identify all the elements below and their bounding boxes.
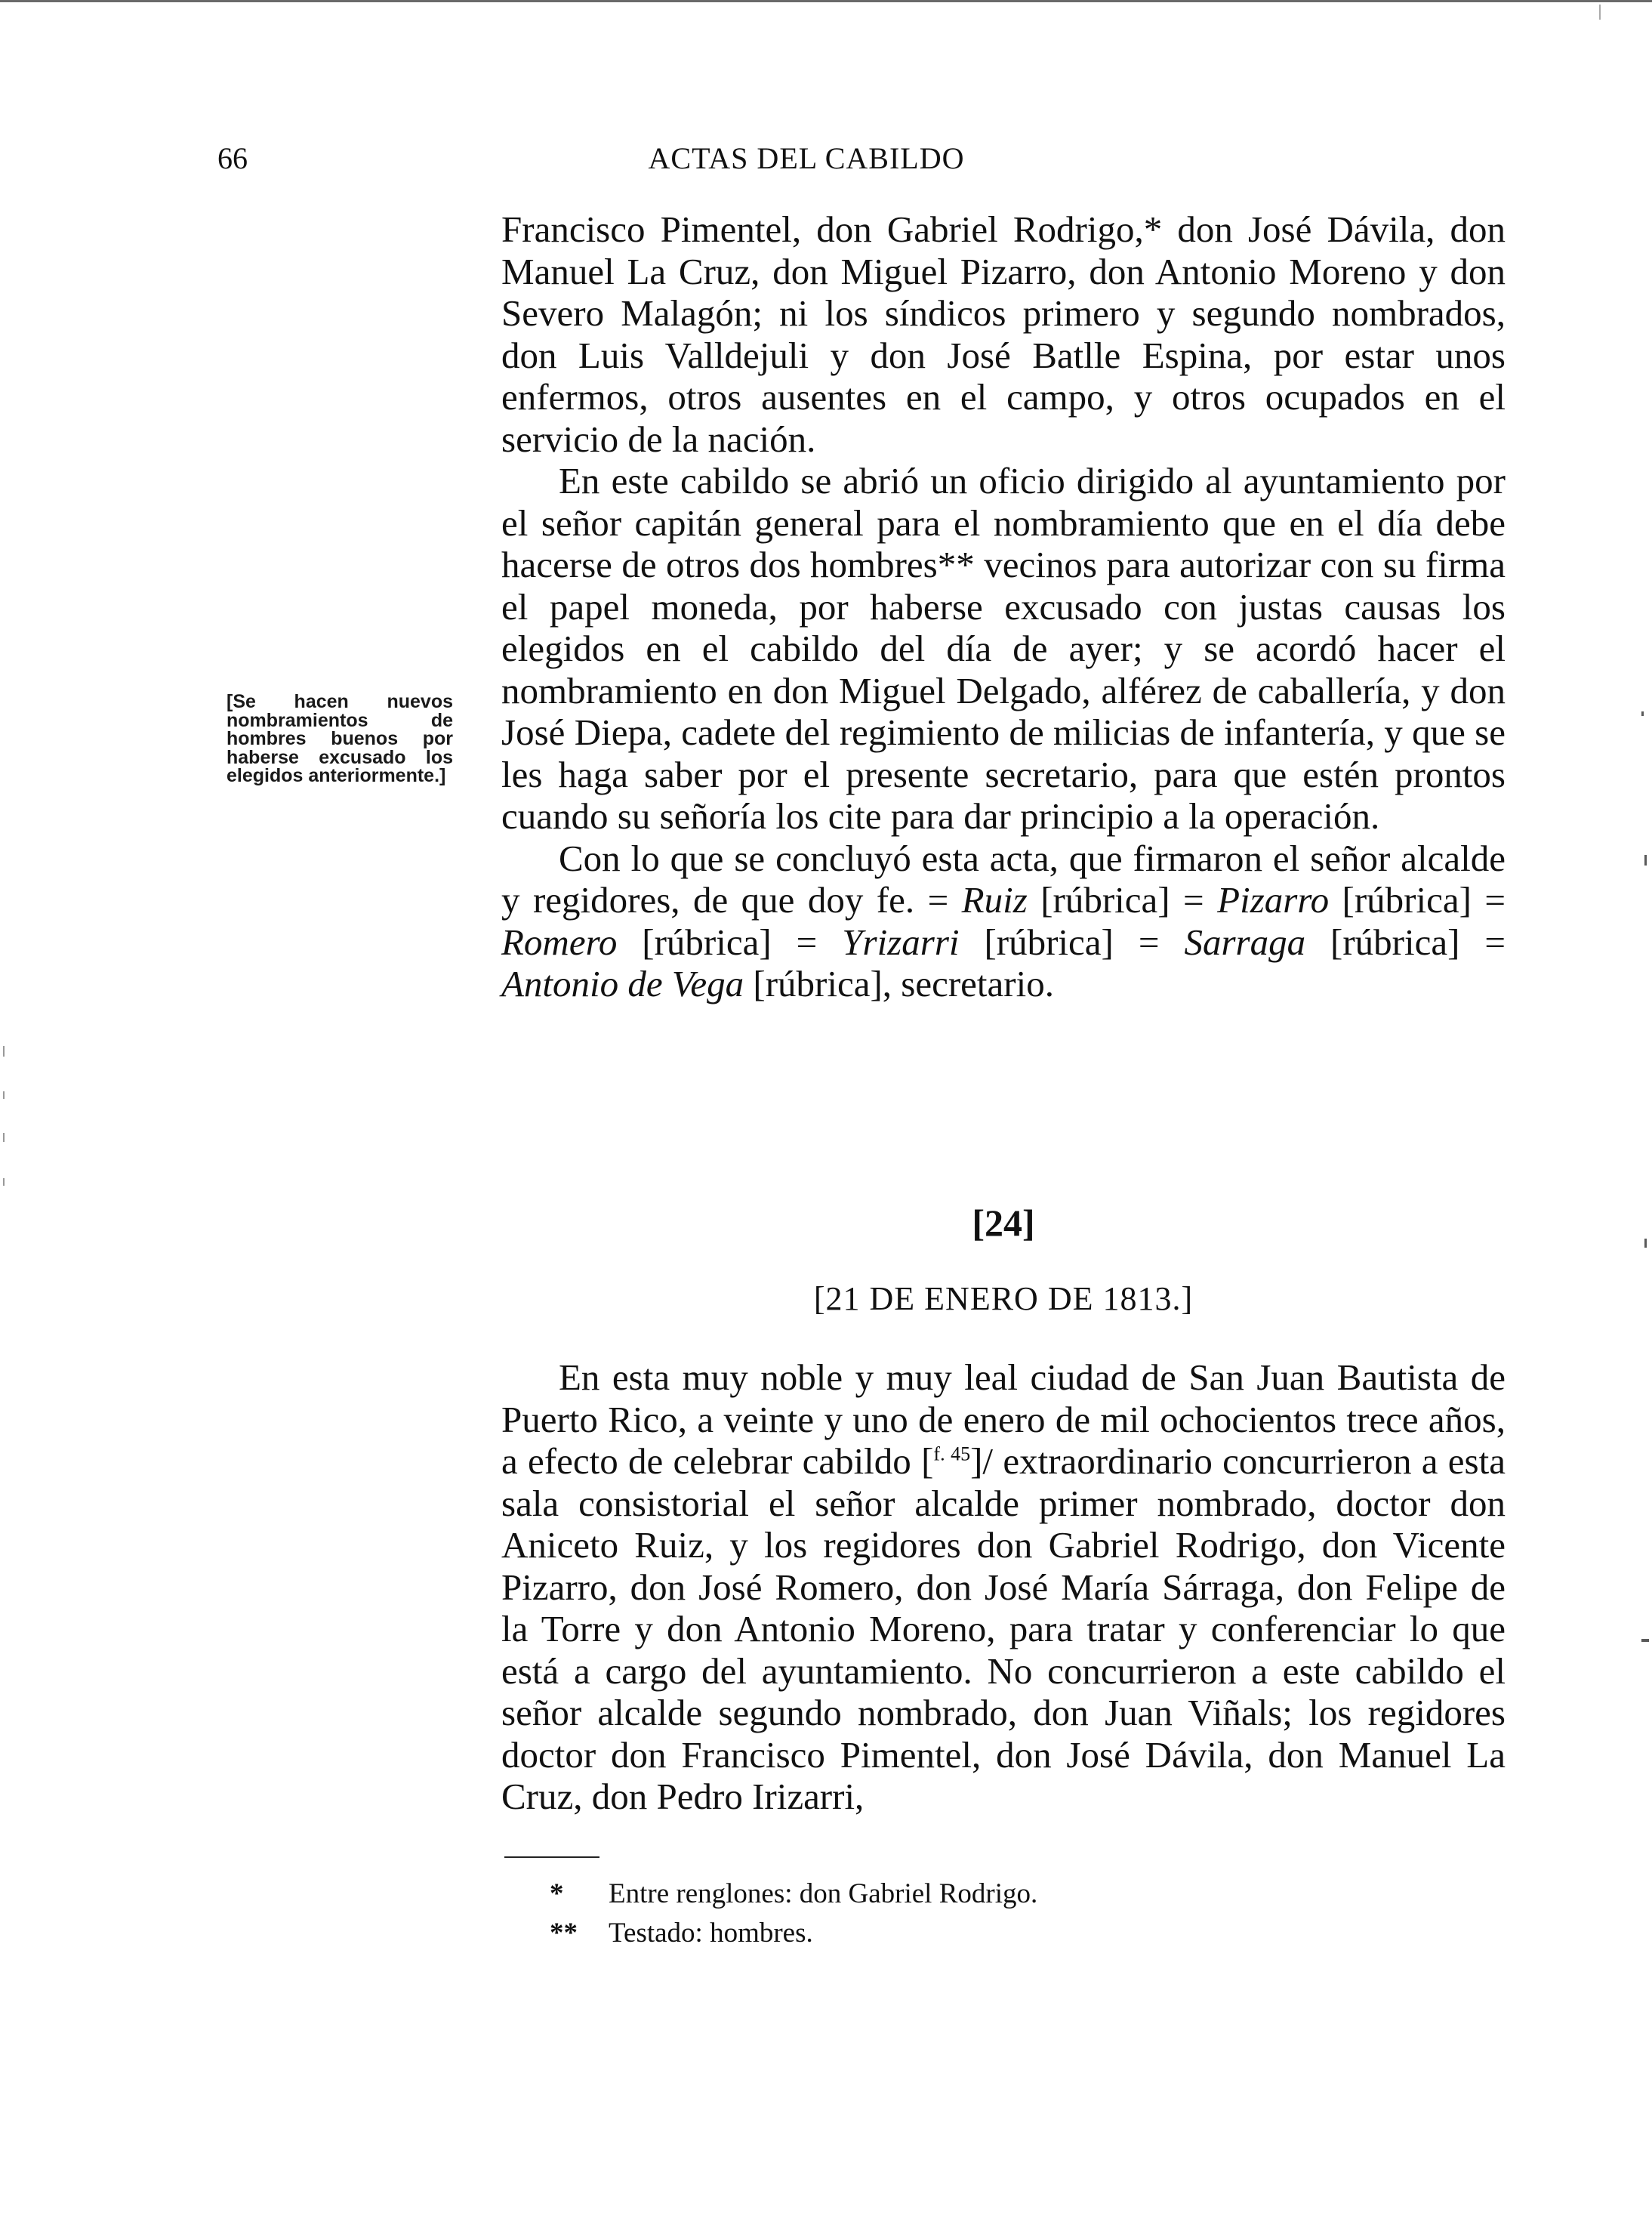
footnote-divider [504, 1856, 599, 1858]
text-block-previous-act [501, 208, 1506, 1005]
scan-speck [1641, 711, 1644, 716]
closing-text: Con lo que se concluyó esta acta, que firmaron el señor alcalde y regidores, de que doy fe. = [501, 837, 1506, 921]
rubrica-text: [rúbrica] = [1329, 879, 1506, 921]
opening-text: En esta muy noble y muy leal ciudad de San Juan Bautista de Puerto Rico, a veinte y uno de enero de mil ochocientos trece años, a efecto de celebrar cabildo [ [501, 1356, 1506, 1482]
rubrica-text: [rúbrica] = [1027, 879, 1218, 921]
page-number: 66 [217, 141, 248, 175]
signature-yrizarri: Yrizarri [842, 921, 960, 963]
running-title: ACTAS DEL CABILDO [648, 141, 965, 175]
signature-pizarro: Pizarro [1217, 879, 1330, 921]
scan-speck [1644, 1239, 1647, 1248]
paragraph-appointment: En este cabildo se abrió un oficio dirigido al ayuntamiento por el señor capitán general para el nombramiento que en el día debe hacerse de otros dos hombres** vecinos para autorizar con su firma el papel moneda, por haberse excusado con justas causas los elegidos en el cabildo del día de ayer; y se acordó hacer el nombramiento en don Miguel Delgado, alférez de caballería, y don José Diepa, cadete del regimiento de milicias de infantería, y que se les haga saber por el presente secretario, para que estén prontos cuando su señoría los cite para dar principio a la operación. [501, 460, 1506, 837]
scan-top-edge [0, 0, 1652, 2]
footnotes [550, 1875, 1037, 1953]
section-date: [21 DE ENERO DE 1813.] [813, 1280, 1194, 1317]
section-number: [24] [972, 1202, 1035, 1244]
scan-speck [1641, 1639, 1649, 1642]
scan-speck [3, 1133, 5, 1142]
attendance-text: ]/ extraordinario concurrieron a esta sala consistorial el señor alcalde primer nombrado, doctor don Aniceto Ruiz, y los regidores don Gabriel Rodrigo, don Vicente Pizarro, don José Romero, don José María Sárraga, don Felipe de la Torre y don Antonio Moreno, para tratar y conferenciar lo que está a cargo del ayuntamiento. No concurrieron a este cabildo el señor alcalde segundo nombrado, don Juan Viñals; los regidores doctor don Francisco Pimentel, don José Dávila, don Manuel La Cruz, don Pedro Irizarri, [501, 1440, 1506, 1817]
paragraph-session-opening [501, 1356, 1506, 1818]
footnote-2 [550, 1914, 1037, 1953]
paragraph-signatures [501, 838, 1506, 1005]
signature-ruiz: Ruiz [961, 879, 1028, 921]
scan-speck [3, 1046, 5, 1057]
folio-reference: f. 45 [933, 1443, 971, 1465]
rubrica-text: [rúbrica] = [617, 921, 843, 963]
rubrica-text: [rúbrica] = [959, 921, 1185, 963]
footnote-1 [550, 1875, 1037, 1914]
paragraph-absentees: Francisco Pimentel, don Gabriel Rodrigo,* don José Dávila, don Manuel La Cruz, don Miguel Pizarro, don Antonio Moreno y don Severo Malagón; ni los síndicos primero y segundo nombrados, don Luis Valldejuli y don José Batlle Espina, por estar unos enfermos, otros ausentes en el campo, y otros ocupados en el servicio de la nación. [501, 208, 1506, 460]
scan-speck [3, 1091, 5, 1099]
scan-speck [3, 1178, 5, 1186]
rubrica-text: [rúbrica] = [1305, 921, 1506, 963]
margin-note: [Se hacen nuevos nombramientos de hombres buenos por haberse excusado los elegidos anteriormente.] [227, 691, 453, 786]
scan-speck [1644, 855, 1647, 866]
footnote-marker: ** [550, 1918, 578, 1949]
signature-sarraga: Sarraga [1184, 921, 1306, 963]
footnote-text: Entre renglones: don Gabriel Rodrigo. [609, 1878, 1038, 1909]
text-block-act-24 [501, 1356, 1506, 1818]
scan-speck [1599, 5, 1601, 20]
footnote-text: Testado: hombres. [609, 1918, 813, 1949]
signature-vega: Antonio de Vega [501, 963, 744, 1004]
secretary-text: [rúbrica], secretario. [744, 963, 1054, 1004]
signature-romero: Romero [501, 921, 618, 963]
footnote-marker: * [550, 1878, 564, 1909]
